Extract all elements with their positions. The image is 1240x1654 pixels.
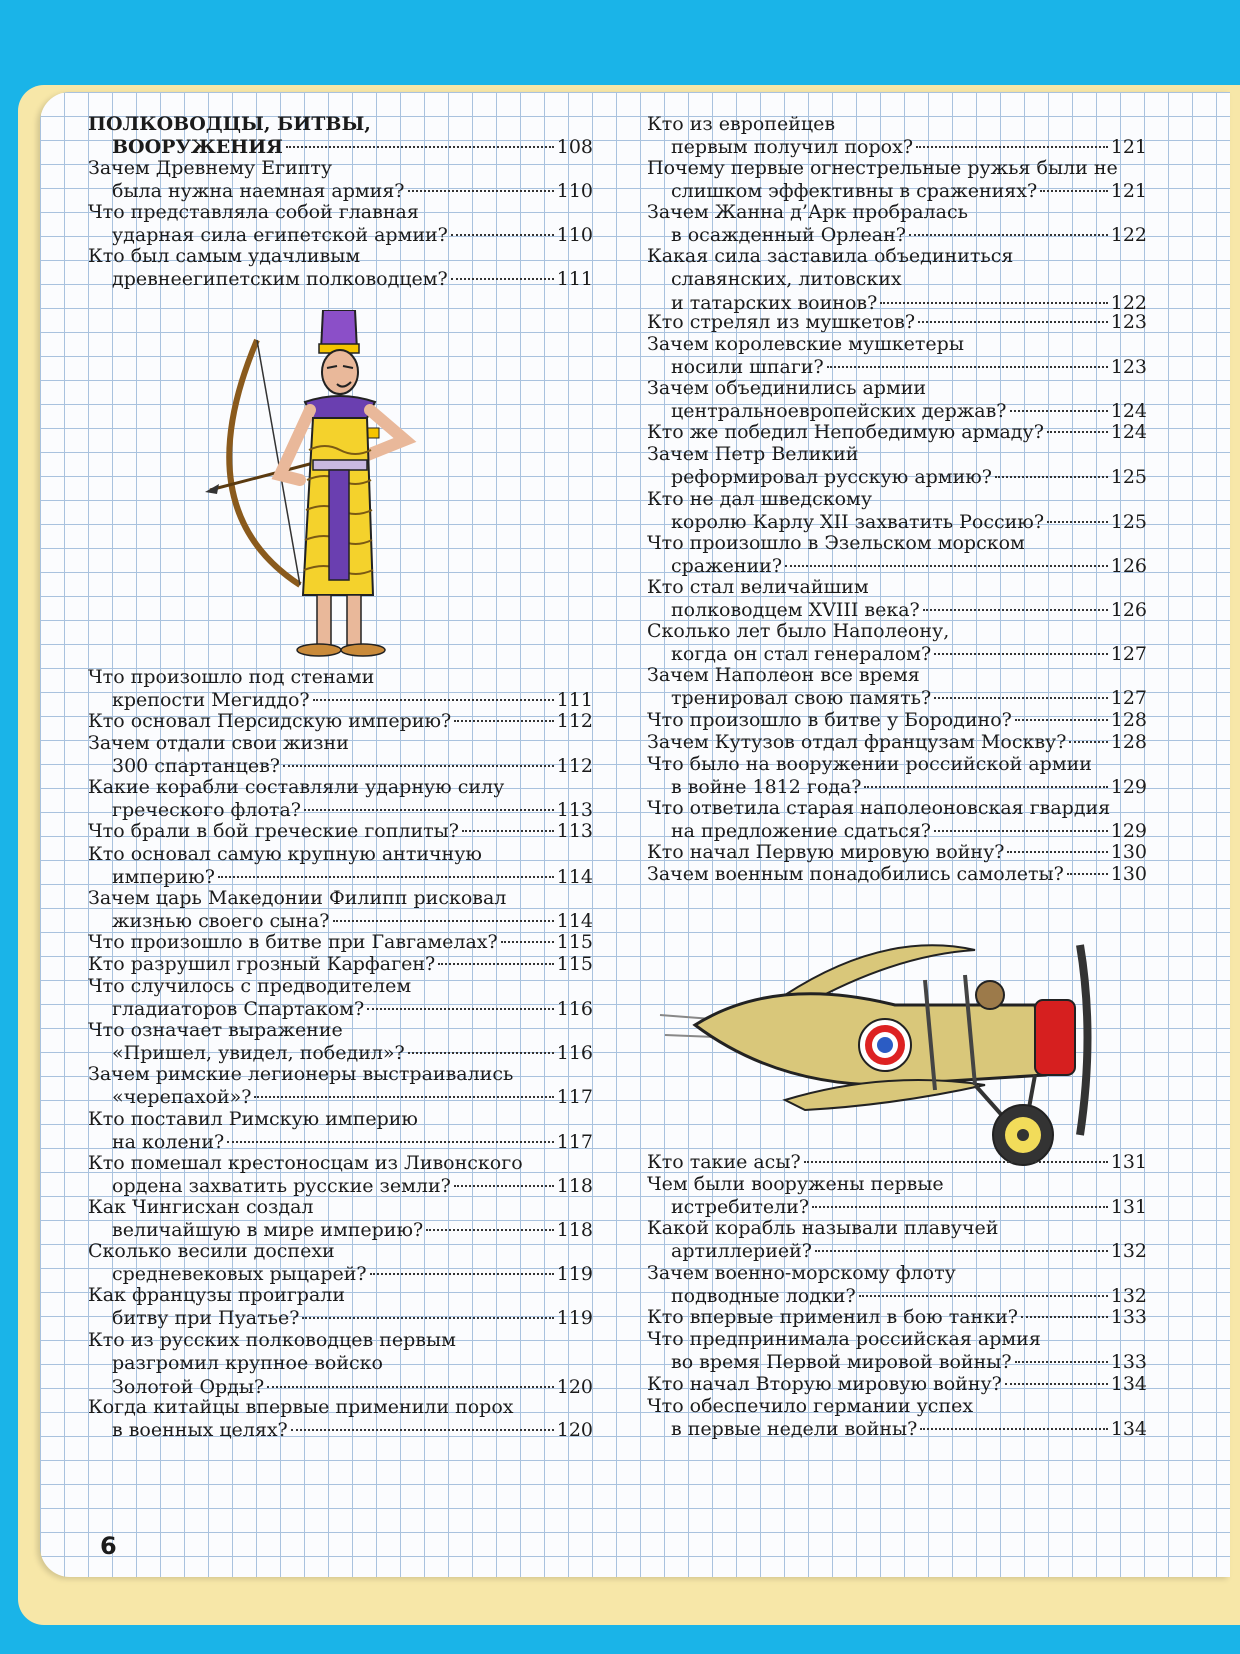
toc-entry-text: первым получил порох? [671,136,913,159]
toc-entry-text: в войне 1812 года? [671,776,862,799]
toc-page-number: 134 [1110,1418,1147,1441]
toc-page-number: 127 [1110,687,1147,710]
toc-page-number: 127 [1110,643,1147,666]
toc-entry-text: на колени? [112,1131,225,1154]
toc-entry [88,975,593,1022]
toc-entry-text: Кто был самым удачливым [88,245,361,267]
dot-leader [302,1317,553,1319]
toc-entry [88,776,593,823]
toc-entry [88,1396,593,1443]
toc-page-number: 115 [556,953,593,975]
dot-leader [859,1295,1108,1297]
toc-page-number: 121 [1110,136,1147,159]
toc-entry [647,731,1147,754]
toc-entry-text: Какой корабль называли плавучей [647,1217,999,1239]
toc-entry-text: центральноевропейских держав? [671,400,1007,423]
toc-entry [647,245,1147,315]
toc-page-number: 110 [556,224,593,247]
toc-entry [88,1152,593,1199]
toc-entry-text: Зачем военным понадобились самолеты? [647,863,1064,885]
toc-entry-text: Кто основал Персидскую империю? [88,710,452,732]
toc-page-number: 120 [556,1419,593,1442]
toc-entry [88,666,593,713]
toc-entry-text: тренировал свою память? [671,687,932,710]
toc-entry [647,620,1147,667]
toc-entry [647,333,1147,380]
toc-entry-text: Что брали в бой греческие гоплиты? [88,820,459,842]
toc-entry [88,245,593,292]
toc-entry-text: Какие корабли составляли ударную силу [88,776,505,798]
dot-leader [1069,741,1107,743]
toc-entry [88,1019,593,1066]
dot-leader [1010,410,1108,412]
toc-entry-text: жизнью своего сына? [112,910,330,933]
toc-entry [647,532,1147,579]
toc-entry-text: Зачем Жанна д’Арк пробралась [647,201,968,223]
toc-entry-text: Что ответила старая наполеоновская гвардия [647,797,1111,819]
toc-entry-text: Кто разрушил грозный Карфаген? [88,953,436,975]
toc-entry-text: Кто впервые применил в бою танки? [647,1306,1018,1328]
toc-entry-text: средневековых рыцарей? [112,1263,367,1286]
toc-page-number: 133 [1110,1351,1147,1374]
toc-entry [88,1196,593,1243]
dot-leader [462,830,554,832]
toc-page-number: 124 [1110,421,1147,443]
toc-entry-text: Зачем Древнему Египту [88,157,333,179]
toc-entry-text: ударная сила египетской армии? [112,224,448,247]
toc-page-number: 125 [1110,511,1147,534]
toc-entry [88,931,593,954]
toc-entry-text: реформировал русскую армию? [671,466,992,489]
toc-entry-text: Зачем Кутузов отдал французам Москву? [647,731,1067,753]
toc-entry-text: битву при Пуатье? [112,1307,300,1330]
dot-leader [864,786,1107,788]
toc-entry [647,863,1147,886]
toc-entry-text: ПОЛКОВОДЦЫ, БИТВЫ, [88,113,371,135]
dot-leader [1040,190,1108,192]
toc-entry-text: Что обеспечило германии успех [647,1395,974,1417]
toc-entry-text: Когда китайцы впервые применили порох [88,1396,514,1418]
toc-page-number: 130 [1110,863,1147,885]
dot-leader [370,1273,554,1275]
toc-page-number: 131 [1110,1151,1147,1173]
toc-entry [88,843,593,890]
toc-page-number: 114 [556,910,593,933]
dot-leader [995,476,1108,478]
dot-leader [333,920,554,922]
dot-leader [218,876,554,878]
dot-leader [1015,719,1108,721]
toc-entry [647,1306,1147,1329]
toc-entry-text: Что произошло в битве у Бородино? [647,709,1012,731]
dot-leader [1047,431,1108,433]
toc-entry [88,1284,593,1331]
dot-leader [918,321,1108,323]
toc-entry-text: была нужна наемная армия? [112,180,405,203]
dot-leader [501,941,554,943]
toc-entry [647,421,1147,444]
toc-page-number: 115 [556,931,593,953]
toc-page-number: 126 [1110,555,1147,578]
dot-leader [451,234,554,236]
toc-entry [647,157,1147,204]
toc-entry-text: гладиаторов Спартаком? [112,998,365,1021]
toc-entry [647,576,1147,623]
toc-entry-text: «Пришел, увидел, победил»? [112,1042,405,1065]
toc-page-number: 119 [556,1307,593,1330]
toc-entry-text: Кто начал Вторую мировую войну? [647,1373,1002,1395]
dot-leader [909,234,1108,236]
dot-leader [916,146,1108,148]
dot-leader [454,1185,554,1187]
toc-entry-text: истребители? [671,1196,810,1219]
toc-entry-text: Как Чингисхан создал [88,1196,314,1218]
dot-leader [785,565,1108,567]
toc-entry-text: империю? [112,866,215,889]
toc-entry-text: «черепахой»? [112,1086,252,1109]
toc-entry [647,1395,1147,1442]
toc-entry-text: Зачем королевские мушкетеры [647,333,964,355]
toc-page-number: 121 [1110,180,1147,203]
toc-entry [88,710,593,733]
dot-leader [267,1386,554,1388]
toc-entry-text: слишком эффективны в сражениях? [671,180,1038,203]
toc-entry-text: Кто помешал крестоносцам из Ливонского [88,1152,523,1174]
toc-entry [647,753,1147,800]
dot-leader [934,653,1108,655]
toc-entry [647,709,1147,732]
dot-leader [304,809,554,811]
dot-leader [934,697,1108,699]
biplane-illustration [655,935,1125,1175]
dot-leader [812,1206,1108,1208]
dot-leader [1005,1383,1108,1385]
toc-entry-text: на предложение сдаться? [671,820,931,843]
toc-entry [647,113,1147,160]
dot-leader [1067,873,1108,875]
toc-page-number: 132 [1110,1240,1147,1263]
toc-entry [647,488,1147,535]
toc-page-number: 123 [1110,356,1147,379]
dot-leader [291,1429,554,1431]
toc-entry-text: разгромил крупное войско [112,1352,383,1375]
dot-leader [438,963,554,965]
toc-entry [647,797,1147,844]
toc-page-number: 122 [1110,224,1147,247]
toc-entry-text: носили шпаги? [671,356,824,379]
toc-page-number: 134 [1110,1373,1147,1395]
page-number: 6 [100,1532,117,1560]
toc-entry-text: Зачем Петр Великий [647,443,859,465]
toc-entry [647,1373,1147,1396]
dot-leader [1047,521,1108,523]
toc-entry-text: когда он стал генералом? [671,643,932,666]
toc-page-number: 114 [556,866,593,889]
dot-leader [815,1250,1108,1252]
dot-leader [286,146,554,148]
toc-entry [647,311,1147,334]
toc-page-number: 129 [1110,776,1147,799]
toc-page-number: 130 [1110,841,1147,863]
dot-leader [451,278,554,280]
toc-page-number: 118 [556,1175,593,1198]
toc-page-number: 132 [1110,1285,1147,1308]
toc-entry-text: 300 спартанцев? [112,755,280,778]
toc-entry-text: Зачем римские легионеры выстраивались [88,1063,514,1085]
dot-leader [313,699,554,701]
toc-entry-text: в военных целях? [112,1419,288,1442]
toc-entry-text: Кто из русских полководцев первым [88,1329,456,1351]
toc-entry [647,1217,1147,1264]
toc-entry [88,201,593,248]
toc-entry-text: Кто начал Первую мировую войну? [647,841,1005,863]
toc-page-number: 118 [556,1219,593,1242]
toc-entry [647,377,1147,424]
dot-leader [367,1008,554,1010]
toc-page-number: 108 [556,136,593,159]
dot-leader [408,190,554,192]
toc-entry [88,732,593,779]
toc-entry-text: Что предпринимала российская армия [647,1328,1041,1350]
dot-leader [454,720,554,722]
toc-entry-text: Сколько лет было Наполеону, [647,620,950,642]
toc-page-number: 112 [556,755,593,778]
toc-entry-text: Кто основал самую крупную античную [88,843,482,865]
toc-section-heading [88,113,593,160]
toc-entry-text: сражении? [671,555,783,578]
toc-entry [647,1328,1147,1375]
toc-entry [88,820,593,843]
toc-entry-text: и татарских воинов? [671,291,878,314]
toc-page-number: 119 [556,1263,593,1286]
toc-entry-text: Зачем отдали свои жизни [88,732,349,754]
toc-entry-text: Что случилось с предводителем [88,975,412,997]
dot-leader [283,765,554,767]
toc-entry [647,201,1147,248]
dot-leader [804,1161,1108,1163]
toc-entry-text: артиллерией? [671,1240,812,1263]
toc-entry [647,841,1147,864]
toc-entry-text: полководцем XVIII века? [671,599,920,622]
toc-entry-text: Зачем объединились армии [647,377,927,399]
toc-page-number: 128 [1110,731,1147,753]
toc-entry-text: в осажденный Орлеан? [671,224,906,247]
toc-page-number: 128 [1110,709,1147,731]
toc-page-number: 116 [556,998,593,1021]
toc-entry [88,1063,593,1110]
egyptian-archer-illustration [205,310,435,700]
toc-entry-text: Кто поставил Римскую империю [88,1108,418,1130]
toc-entry [88,1329,593,1399]
toc-entry-text: Кто такие асы? [647,1151,801,1173]
toc-entry-text: Зачем царь Македонии Филипп рисковал [88,887,507,909]
toc-entry-text: Что означает выражение [88,1019,343,1041]
toc-entry-text: в первые недели войны? [671,1418,918,1441]
toc-entry-text: Что произошло в Эзельском морском [647,532,1025,554]
dot-leader [934,830,1108,832]
toc-page-number: 116 [556,1042,593,1065]
toc-entry-text: Золотой Орды? [112,1375,265,1398]
toc-page-number: 133 [1110,1306,1147,1328]
toc-entry-text: Кто стал величайшим [647,576,869,598]
toc-page-number: 113 [556,820,593,842]
toc-entry-text: Какая сила заставила объединиться [647,245,1014,267]
toc-entry-text: Зачем военно-морскому флоту [647,1262,956,1284]
toc-page-number: 129 [1110,820,1147,843]
toc-page-number: 126 [1110,599,1147,622]
toc-entry [647,1151,1147,1174]
toc-entry-text: величайшую в мире империю? [112,1219,424,1242]
dot-leader [227,1141,554,1143]
dot-leader [827,366,1108,368]
toc-page-number: 123 [1110,311,1147,333]
toc-entry-text: Кто же победил Непобедимую армаду? [647,421,1044,443]
dot-leader [1007,851,1107,853]
toc-page-number: 117 [556,1086,593,1109]
toc-entry [88,157,593,204]
toc-entry-text: Чем были вооружены первые [647,1173,944,1195]
dot-leader [1015,1361,1108,1363]
toc-entry-text: Что представляла собой главная [88,201,419,223]
toc-entry [88,953,593,976]
toc-entry-text: Кто стрелял из мушкетов? [647,311,916,333]
toc-entry-text: ВООРУЖЕНИЯ [112,136,283,159]
toc-entry-text: подводные лодки? [671,1285,856,1308]
toc-entry-text: ордена захватить русские земли? [112,1175,451,1198]
toc-entry [647,1173,1147,1220]
toc-page-number: 125 [1110,466,1147,489]
toc-entry [647,443,1147,490]
toc-page-number: 124 [1110,400,1147,423]
dot-leader [1021,1316,1108,1318]
toc-entry-text: Как французы проиграли [88,1284,346,1306]
toc-entry-text: Зачем Наполеон все время [647,664,920,686]
dot-leader [923,609,1108,611]
toc-page-number: 111 [556,268,593,291]
toc-page-number: 111 [556,689,593,712]
toc-entry-text: Почему первые огнестрельные ружья были не [647,157,1118,179]
toc-entry [647,1262,1147,1309]
toc-page-number: 113 [556,799,593,822]
toc-entry [88,1108,593,1155]
dot-leader [426,1229,554,1231]
toc-entry-text: Кто из европейцев [647,113,836,135]
toc-entry-text: славянских, литовских [671,268,902,291]
toc-page-number: 131 [1110,1196,1147,1219]
toc-page-number: 117 [556,1131,593,1154]
dot-leader [920,1428,1107,1430]
toc-entry-text: Что было на вооружении российской армии [647,753,1092,775]
dot-leader [880,302,1107,304]
toc-page-number: 112 [556,710,593,732]
toc-entry [88,887,593,934]
toc-entry-text: древнеегипетским полководцем? [112,268,448,291]
toc-entry-text: Что произошло в битве при Гавгамелах? [88,931,498,953]
toc-entry-text: крепости Мегиддо? [112,689,310,712]
toc-entry-text: Что произошло под стенами [88,666,375,688]
toc-entry [88,1240,593,1287]
toc-entry [647,664,1147,711]
toc-entry-text: Кто не дал шведскому [647,488,872,510]
dot-leader [254,1096,553,1098]
toc-entry-text: королю Карлу XII захватить Россию? [671,511,1045,534]
toc-page-number: 120 [556,1375,593,1398]
toc-entry-text: Сколько весили доспехи [88,1240,335,1262]
toc-page-number: 110 [556,180,593,203]
dot-leader [408,1052,554,1054]
toc-entry-text: греческого флота? [112,799,301,822]
toc-entry-text: во время Первой мировой войны? [671,1351,1012,1374]
toc-page-number: 122 [1110,291,1147,314]
